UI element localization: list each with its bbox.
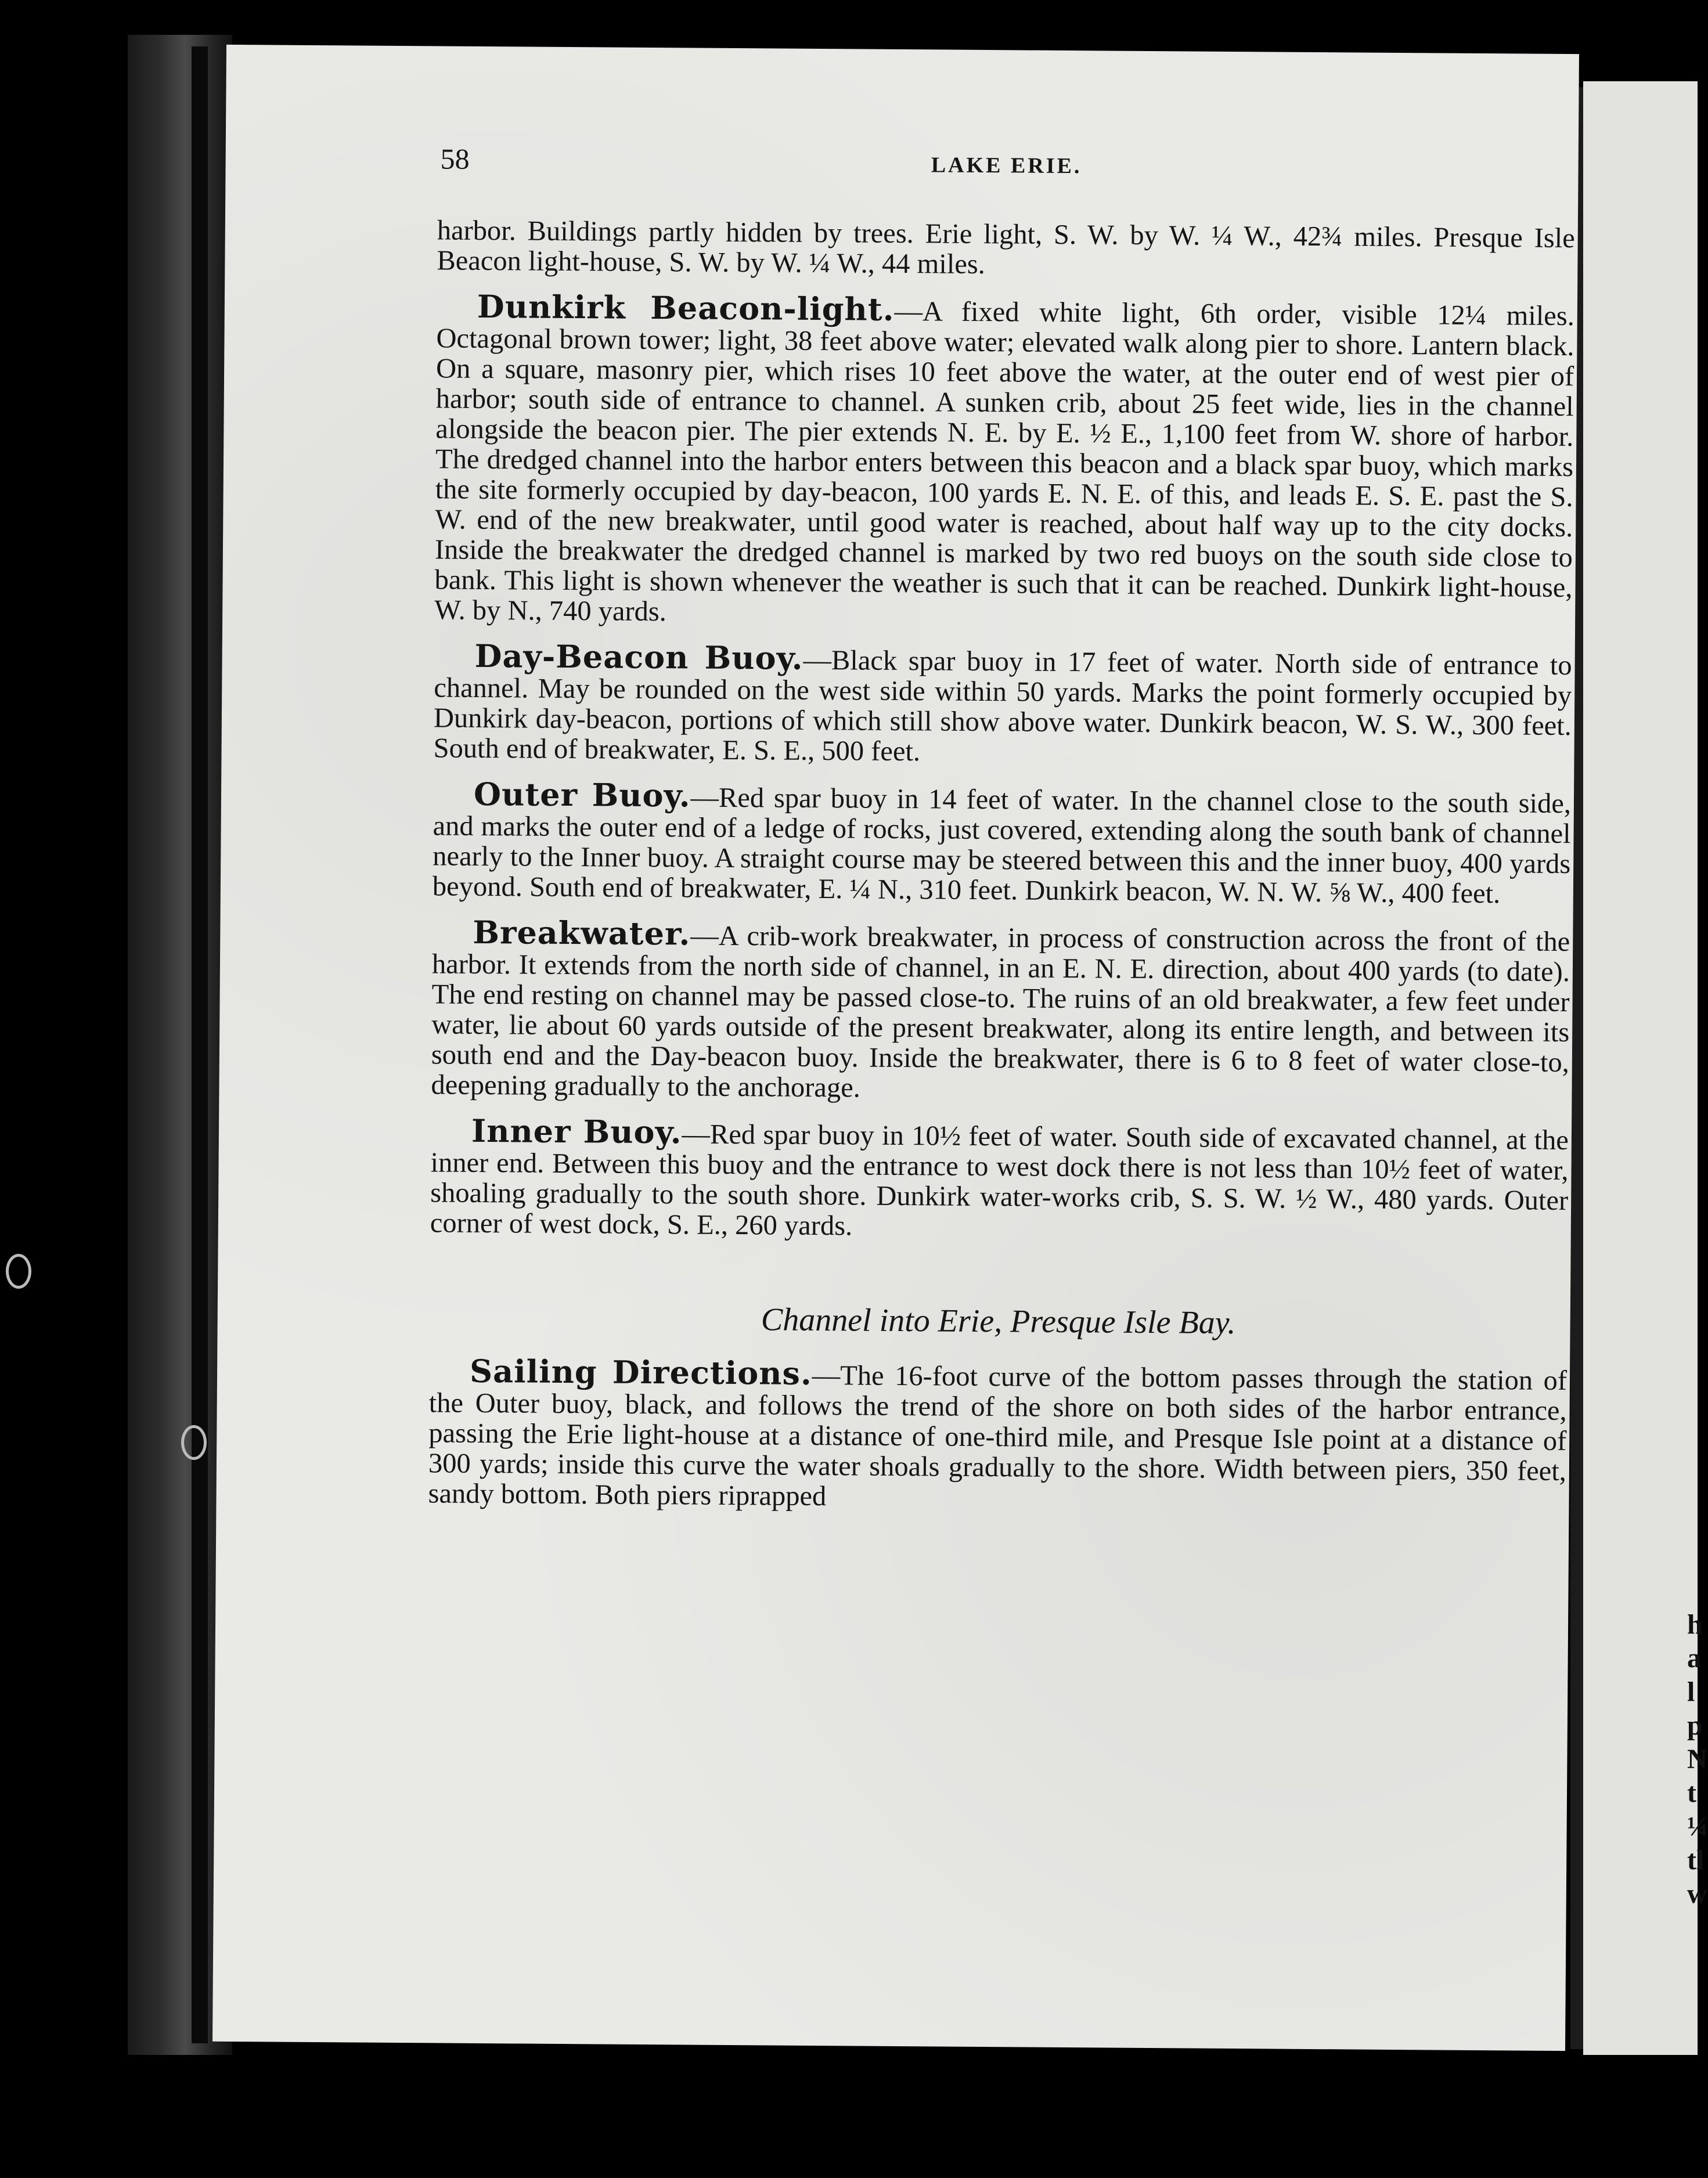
fragment-line: w (1687, 1878, 1707, 1909)
entry-text: —The 16-foot curve of the bottom passes through the station of the Outer buoy, black, and follows the trend of the shore on both sides of the harbor entrance, passing the Erie light-house at a distance of one-third mile, and Presque Isle point at a distance of 300 yards; inside this curve the water shoals gradually to the shore. Width between piers, 350 feet, sandy bottom. Both piers riprapped (428, 1360, 1568, 1512)
binding-hole (6, 1254, 31, 1289)
entry-breakwater (431, 913, 1570, 1108)
entry-text: —A fixed white light, 6th order, visible 12¼ miles. Octagonal brown tower; light, 38 feet above water; elevated walk along pier to shore. Lantern black. On a square, masonry pier, which rises 10 feet above the water, at the outer end of west pier of harbor; south side of entrance to channel. A sunken crib, about 25 feet wide, lies in the channel alongside the beacon pier. The pier extends N. E. by E. ½ E., 1,100 feet from W. shore of harbor. The dredged channel into the harbor enters between this beacon and a black spar buoy, which marks the site formerly occupied by day-beacon, 100 yards E. N. E. of this, and leads E. S. E. past the S. W. end of the new breakwater, until good water is reached, about half way up to the city docks. Inside the breakwater the dredged channel is marked by two red buoys on the south side close to bank. This light is shown whenever the weather is such that it can be reached. Dunkirk light-house, W. by N., 740 yards. (434, 295, 1575, 628)
fragment-line: h (1687, 1609, 1703, 1640)
fragment-line: t (1687, 1777, 1696, 1808)
entry-term: Dunkirk Beacon-light. (477, 287, 895, 328)
fragment-line: ¼ (1687, 1811, 1708, 1842)
entry-day-beacon-buoy (433, 637, 1572, 771)
entry-dunkirk-beacon-light (434, 287, 1575, 633)
fragment-line: l (1687, 1676, 1695, 1707)
adjacent-page (1583, 81, 1708, 2055)
entry-term: Sailing Directions. (469, 1352, 812, 1392)
entry-term: Inner Buoy. (471, 1112, 682, 1151)
page-header (440, 142, 1573, 196)
entry-term: Outer Buoy. (473, 775, 691, 814)
entry-text: —A crib-work breakwater, in process of construction across the front of the harbor. It extends from the north side of channel, in an E. N. E. direction, about 400 yards (to date). The end resting on channel may be passed close-to. The ruins of an old breakwater, a few feet under water, lie about 60 yards outside of the present breakwater, along its entire length, and between its south end and the Day-beacon buoy. Inside the breakwater, there is 6 to 8 feet of water close-to, deepening gradually to the anchorage. (431, 920, 1570, 1104)
fragment-line: N (1687, 1744, 1707, 1775)
entry-text: —Red spar buoy in 14 feet of water. In the channel close to the south side, and marks the outer end of a ledge of rocks, just covered, extending along the south bank of channel nearly to the Inner buoy. A straight course may be steered between this and the inner buoy, 400 yards beyond. South end of breakwater, E. ¼ N., 310 feet. Dunkirk beacon, W. N. W. ⅝ W., 400 feet. (432, 782, 1572, 910)
entry-sailing-directions (428, 1352, 1568, 1517)
intro-paragraph: harbor. Buildings partly hidden by trees. Erie light, S. W. by W. ¼ W., 42¾ miles. Presque Isle Beacon light-house, S. W. by W. ¼ W., 44 miles. (437, 215, 1575, 280)
entry-term: Day-Beacon Buoy. (474, 637, 803, 677)
entry-text: —Black spar buoy in 17 feet of water. North side of entrance to channel. May be rounded on the west side within 50 yards. Marks the point formerly occupied by Dunkirk day-beacon, portions of which still show above water. Dunkirk beacon, W. S. W., 300 feet. South end of breakwater, E. S. E., 500 feet. (433, 644, 1572, 767)
section-heading: Channel into Erie, Presque Isle Bay. (761, 1301, 1236, 1342)
binding-hole (181, 1425, 207, 1460)
entry-term: Breakwater. (473, 913, 691, 953)
entry-text: —Red spar buoy in 10½ feet of water. South side of excavated channel, at the inner end. Between this buoy and the entrance to west dock there is not less than 10½ feet of water, shoaling gradually to the south shore. Dunkirk water-works crib, S. S. W. ½ W., 480 yards. Outer corner of west dock, S. E., 260 yards. (430, 1119, 1569, 1242)
running-head: LAKE ERIE. (931, 153, 1082, 179)
entry-inner-buoy (430, 1112, 1569, 1246)
fragment-line: a (1687, 1643, 1701, 1674)
page-number: 58 (440, 142, 470, 175)
binding-stripe (192, 46, 208, 2043)
adjacent-page-text-fragment (1687, 1608, 1708, 1911)
entry-outer-buoy (432, 775, 1572, 910)
fragment-line: tl (1687, 1845, 1705, 1876)
page-body (428, 215, 1575, 1532)
fragment-line: p (1687, 1710, 1703, 1741)
book-page (212, 45, 1579, 2051)
